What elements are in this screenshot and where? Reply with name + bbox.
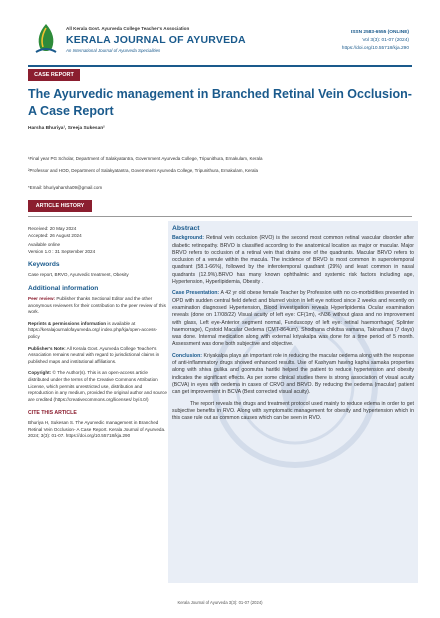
background-text: Retinal vein occlusion (RVO) is the second most common retinal vascular disorder after diabetic retinopathy. BRVO is classified according to the anatomical location as major or macular. Major BRVO refers to occlusion of a retinal vein that drains one of the quadrants. Macular BRVO refers to occlusion of a venule within the macula. The incidence of BRVO is most common in superotemporal quadrant (58.1-66%), followed by the inferotemporal quadrant (29%) and least common in nasal quadrants (12.9%).BRVO has many known ophthalmic and systemic risk factors including age, Hypertension, Hyperlipidemia, Obesity . [172, 235, 414, 286]
presentation-label: Case Presentation: [172, 290, 220, 297]
additional-info-heading: Additional information [28, 284, 99, 292]
presentation-text: A 42 yr old obese female Teacher by Profession with no co-morbidities presented in OPD with sudden central field defect and blurred vision in left eye noticed since 2 weeks and recently on examination diagnosed Hypertension, Blood investigation reveals Hyperlipidemia Ocular examination reveals (done on 17/08/22) Visual acuity of left eye: CF(1m), <N36 without glass and no improvement with glass, Left eye-Anterior segment normal, Funduscopy of left eye: retinal haemorrhage( Splinter haemorrage), Cystoid Macular Oedema (CMT-864um). Shodhana chikitsa vamana, Takradhara (7 days) was done. Internal medication along with external kriyakalpa was done for a time period of 5 month. Assessment was done both subjective and objective. [172, 290, 414, 348]
journal-logo-icon [30, 22, 62, 56]
reprints-label: Reprints & permissions information [28, 320, 107, 326]
journal-name: KERALA JOURNAL OF AYURVEDA [66, 34, 246, 46]
volume-text: Vol 3(3): 01-07 (2024) [362, 38, 409, 43]
association-name: All Kerala Govt. Ayurveda College Teacher's Association [66, 26, 190, 31]
article-info-column [28, 226, 168, 445]
copyright-text: © The Author(s). This is an open-access article distributed under the terms of the Creative Commons Attribution License, which permits unrestricted use, distribution and reproduction in any medium, provided the original author and source are credited (https://creativecommons.org/licenses/ by/4.0/) [28, 370, 167, 402]
reprints-note [28, 321, 168, 341]
peer-review-text: Publisher thanks Sectional Editor and the other anonymous reviewers for their contribution to the peer review of this work. [28, 295, 166, 315]
background-label: Background: [172, 235, 204, 242]
abstract-final-paragraph: The report reveals the drugs and treatment protocol used mainly to reduce edema in order to get subjective benefits in RVO. Along with symptomatic management for obesity and hypertension which in this case rule out as common causes which can be seen in RVO. [172, 400, 414, 422]
journal-subtitle: An International Journal of Ayurveda Specialities [66, 48, 161, 53]
abstract-background [172, 235, 414, 286]
cite-heading: CITE THIS ARTICLE [28, 410, 77, 417]
reprints-text: is available at https://keralajournalofayurveda.org/ index.php/kja/open-access-policy [28, 320, 158, 339]
citation-text: Bhuriya H, Sukesan S. The Ayurvedic management in Branched Retinal Vein Occlusion- A Case Report. Kerala Journal of Ayurveda. 2024; 3(3): 01-07. https://doi.org/10.55718/kja.290 [28, 420, 166, 439]
available-online: Available online [28, 242, 61, 248]
issn-text: ISSN 2583-6555 (ONLINE) [350, 30, 409, 35]
version-info: Version 1.0 : 31 September 2024 [28, 248, 96, 254]
section-divider [28, 216, 412, 217]
abstract-presentation [172, 290, 414, 348]
article-title: The Ayurvedic management in Branched Retinal Vein Occlusion- A Case Report [28, 87, 412, 118]
abstract-heading: Abstract [172, 225, 200, 232]
peer-review-note [28, 296, 168, 316]
affiliation-1: ¹Final year PG Scholar, Department of Salakyatantra, Government Ayurveda College, Tripunithura, Ernakulam, Kerala [28, 156, 263, 161]
publisher-note [28, 346, 168, 366]
page-footer: Kerala Journal of Ayurveda 3(3): 01-07 (2024) [177, 600, 263, 605]
keywords-heading: Keywords [28, 261, 60, 269]
received-date: Received: 20 May 2024 [28, 226, 77, 231]
copyright-label: Copyright: [28, 370, 52, 376]
case-report-tag: CASE REPORT [28, 69, 80, 81]
article-history-tag: ARTICLE HISTORY [28, 200, 92, 212]
abstract-content [172, 225, 414, 426]
author-list: Harsha Bhuriya¹, Sreeja Sukesan² [28, 126, 105, 131]
accepted-date: Accepted: 26 August 2024 [28, 232, 82, 238]
publisher-note-label: Publisher's Note: [28, 345, 66, 351]
affiliation-2: ²Professor and HOD, Department of Salakyatantra, Government Ayurveda College, Tripunithura, Ernakulam, Kerala [28, 168, 259, 173]
conclusion-label: Conclusion: [172, 352, 202, 359]
copyright-note [28, 370, 168, 403]
keywords-text: Case report, BRVO, Ayurvedic treatment, Obesity [28, 272, 129, 278]
peer-review-label: Peer review: [28, 295, 56, 301]
header-divider [28, 65, 412, 67]
conclusion-text: Kriyakalpa plays an important role in reducing the macular oedema along with the response of anti-inflammatory drugs showed enhanced results. Use of Kashyam having kapha samaka properties along with shiva gulika and goomutra haritki helped the patient to reduce hypertension and obesity indicates the significant effects. As per some clinical studies there is strong association of visual acuity (BCVA) in eyes with oedema in cases of CRVO and BRVO. By reducing the oedema (macular) patient can get improvement in BCVA (Best corrected visual acuity). [172, 352, 414, 396]
abstract-conclusion [172, 353, 414, 397]
publisher-note-text: All Kerala Govt. Ayurveda College Teacher's Association remains neutral with regard to jurisdictional claims in published maps and institutional affiliations. [28, 345, 160, 364]
doi-link[interactable]: https://doi.org/10.55718/kja.290 [341, 46, 409, 51]
corresponding-email[interactable]: *Email: bhuriyaharsha09@gmail.com [28, 185, 103, 190]
